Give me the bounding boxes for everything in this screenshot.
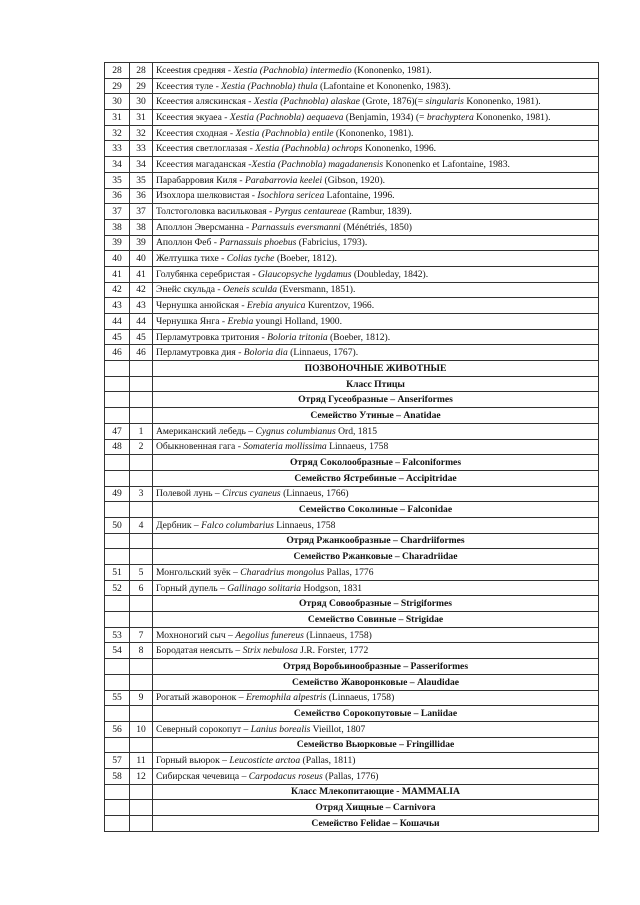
row-subnumber: 44 [130,314,153,330]
species-text: Желтушка тихе - [156,253,227,265]
species-row [105,78,599,94]
species-description [153,565,599,581]
species-text: Полевой лунь – [156,488,223,500]
empty-cell [130,455,153,471]
species-text: Изохлора шелковистая - [156,190,258,202]
species-text: Перламутровка тритония - [156,331,268,343]
species-description [153,235,599,251]
row-subnumber: 40 [130,251,153,267]
species-row [105,298,599,314]
row-number: 54 [105,643,130,659]
scientific-name: Erebia [227,315,254,327]
species-text: (Linnaeus, 1766) [280,488,349,500]
row-number: 42 [105,282,130,298]
species-text: Энейс скульда - [156,284,223,296]
empty-cell [105,737,130,753]
section-heading-row [105,706,599,722]
section-heading: Семейство Соколиные – Falconidae [153,502,599,518]
row-number: 39 [105,235,130,251]
species-text: (Pallas, 1776) [322,770,379,782]
empty-cell [105,502,130,518]
row-number: 55 [105,690,130,706]
section-heading-row [105,800,599,816]
species-row [105,627,599,643]
section-heading: Класс Млекопитающие - MAMMALIA [153,784,599,800]
species-row [105,157,599,173]
species-text: Kononenko, 1981). [463,96,541,108]
empty-cell [105,533,130,549]
species-text: Голубянка серебристая - [156,268,258,280]
species-text: Kononenko et Lafontaine, 1983. [383,158,510,170]
species-text: (Lafontaine et Kononenko, 1983). [317,80,451,92]
section-heading-row [105,361,599,377]
species-text: Перламутровка дия - [156,347,244,359]
row-subnumber: 36 [130,188,153,204]
species-description [153,110,599,126]
row-subnumber: 42 [130,282,153,298]
scientific-name: Eremophila alpestris [245,692,327,704]
species-description [153,157,599,173]
species-row [105,486,599,502]
species-text: Kononenko, 1981). [473,111,551,123]
species-text: Северный сорокопут – [156,723,251,735]
species-description [153,486,599,502]
species-row [105,423,599,439]
row-number: 49 [105,486,130,502]
species-text: Аполлон Феб - [156,237,220,249]
species-description [153,172,599,188]
species-row [105,329,599,345]
scientific-name: Boloria tritonia [267,331,328,343]
species-text: Vieillot, 1807 [310,723,366,735]
species-text: Сибирская чечевица – [156,770,249,782]
scientific-name: Erebia anyuica [246,300,306,312]
empty-cell [130,800,153,816]
row-subnumber: 1 [130,423,153,439]
row-number: 56 [105,721,130,737]
section-heading: Семейство Жаворонковые – Alaudidae [153,674,599,690]
species-description [153,266,599,282]
section-heading: Семейство Ястребиные – Accipitridae [153,470,599,486]
scientific-name: Carpodacus roseus [248,770,323,782]
empty-cell [105,361,130,377]
row-subnumber: 32 [130,125,153,141]
section-heading-row [105,533,599,549]
empty-cell [105,470,130,486]
species-row [105,282,599,298]
species-description [153,63,599,79]
scientific-name: Circus cyaneus [222,488,281,500]
section-heading: Отряд Воробьинообразные – Passeriformes [153,659,599,675]
species-text: Горный дупель – [156,582,228,594]
row-number: 48 [105,439,130,455]
species-text: Обыкновенная гага - [156,441,244,453]
species-row [105,204,599,220]
row-number: 30 [105,94,130,110]
species-row [105,753,599,769]
scientific-name: Leucosticte arctoa [229,755,301,767]
row-number: 41 [105,266,130,282]
species-text: Ксеестия сходная - [156,127,236,139]
section-heading-row [105,737,599,753]
empty-cell [105,392,130,408]
scientific-name: Xestia (Pachnobla) ochrops [255,143,363,155]
species-description [153,125,599,141]
scientific-name: Colias tyche [226,253,275,265]
empty-cell [105,455,130,471]
empty-cell [105,674,130,690]
species-text: Linnaeus, 1758 [326,441,389,453]
empty-cell [130,549,153,565]
row-subnumber: 4 [130,517,153,533]
species-description [153,423,599,439]
species-text: Ксеестия туле - [156,80,222,92]
section-heading: ПОЗВОНОЧНЫЕ ЖИВОТНЫЕ [153,361,599,377]
section-heading-row [105,659,599,675]
empty-cell [130,737,153,753]
row-number: 43 [105,298,130,314]
row-subnumber: 11 [130,753,153,769]
row-subnumber: 38 [130,219,153,235]
row-subnumber: 46 [130,345,153,361]
species-text: (Linnaeus, 1767). [287,347,359,359]
row-number: 44 [105,314,130,330]
row-subnumber: 9 [130,690,153,706]
scientific-name: brachyptera [426,111,474,123]
species-description [153,141,599,157]
species-description [153,345,599,361]
species-description [153,580,599,596]
species-row [105,314,599,330]
species-text: Мохноногий сыч – [156,629,236,641]
species-row [105,110,599,126]
section-heading: Отряд Соколообразные – Falconiformes [153,455,599,471]
empty-cell [130,659,153,675]
row-subnumber: 3 [130,486,153,502]
species-text: Ксеестия светлоглазая - [156,143,256,155]
row-subnumber: 5 [130,565,153,581]
section-heading-row [105,674,599,690]
row-subnumber: 8 [130,643,153,659]
scientific-name: Lanius borealis [250,723,311,735]
scientific-name: Glaucopsyche lygdamus [257,268,352,280]
species-description [153,690,599,706]
scientific-name: Pyrgus centaureae [274,206,347,218]
scientific-name: Gallinago solitaria [227,582,302,594]
species-text: (Kononenko, 1981). [351,64,432,76]
species-text: (Benjamin, 1934) (= [343,111,427,123]
species-text: (Linnaeus, 1758) [303,629,372,641]
species-text: (Linnaeus, 1758) [326,692,395,704]
species-row [105,251,599,267]
scientific-name: Xestia (Pachnobla) entile [235,127,334,139]
species-text: (Boeber, 1812). [327,331,391,343]
species-description [153,251,599,267]
species-text: Рогатый жаворонок – [156,692,246,704]
empty-cell [105,659,130,675]
row-number: 33 [105,141,130,157]
species-text: Hodgson, 1831 [301,582,363,594]
row-subnumber: 6 [130,580,153,596]
row-number: 58 [105,768,130,784]
empty-cell [130,674,153,690]
species-description [153,188,599,204]
empty-cell [130,784,153,800]
row-subnumber: 33 [130,141,153,157]
species-text: (Rambur, 1839). [346,206,412,218]
species-text: (Pallas, 1811) [300,755,356,767]
species-text: Аполлон Эверсманна - [156,221,252,233]
empty-cell [105,800,130,816]
species-description [153,329,599,345]
scientific-name: Boloria dia [243,347,288,359]
row-subnumber: 10 [130,721,153,737]
empty-cell [130,596,153,612]
scientific-name: Somateria mollissima [243,441,327,453]
species-row [105,721,599,737]
section-heading-row [105,455,599,471]
row-subnumber: 30 [130,94,153,110]
species-row [105,768,599,784]
species-text: (Boeber, 1812). [274,253,337,265]
species-text: Монгольский зуёк – [156,566,241,578]
section-heading: Класс Птицы [153,376,599,392]
empty-cell [105,784,130,800]
species-text: (Eversmann, 1851). [277,284,356,296]
species-text: Дербник – [156,519,202,531]
scientific-name: Xestia (Pachnobla) magadanensis [251,158,384,170]
section-heading: Семейство Сорокопутовые – Laniidae [153,706,599,722]
section-heading-row [105,816,599,832]
empty-cell [105,816,130,832]
species-row [105,172,599,188]
scientific-name: Xestia (Pachnobla) aequaeva [229,111,344,123]
species-description [153,298,599,314]
scientific-name: Falco columbarius [201,519,274,531]
section-heading: Семейство Утиные – Anatidae [153,408,599,424]
species-row [105,219,599,235]
species-row [105,141,599,157]
row-number: 38 [105,219,130,235]
row-subnumber: 41 [130,266,153,282]
species-table [104,62,599,832]
row-subnumber: 35 [130,172,153,188]
empty-cell [130,533,153,549]
species-text: Американский лебедь – [156,425,256,437]
species-description [153,439,599,455]
species-row [105,345,599,361]
scientific-name: Strix nebulosa [242,645,298,657]
species-row [105,690,599,706]
species-description [153,204,599,220]
row-number: 34 [105,157,130,173]
species-text: (Fabricius, 1793). [296,237,368,249]
species-text: Ксеestия средняя - [156,64,234,76]
section-heading: Семейство Felidae – Кошачьи [153,816,599,832]
species-text: Ксеестия экуаеа - [156,111,230,123]
row-subnumber: 43 [130,298,153,314]
species-text: Чернушка Янга - [156,315,228,327]
row-number: 45 [105,329,130,345]
row-subnumber: 12 [130,768,153,784]
row-number: 36 [105,188,130,204]
species-description [153,627,599,643]
row-subnumber: 31 [130,110,153,126]
row-number: 32 [105,125,130,141]
scientific-name: Cygnus columbianus [255,425,336,437]
empty-cell [130,816,153,832]
species-description [153,517,599,533]
scientific-name: Xestia (Pachnobla) alaskae [253,96,360,108]
row-subnumber: 45 [130,329,153,345]
row-number: 51 [105,565,130,581]
species-description [153,282,599,298]
species-row [105,580,599,596]
species-text: Ксеестия магаданская - [156,158,252,170]
empty-cell [130,502,153,518]
section-heading: Семейство Вьюрковые – Fringillidae [153,737,599,753]
row-number: 35 [105,172,130,188]
section-heading: Отряд Совообразные – Strigiformes [153,596,599,612]
empty-cell [105,596,130,612]
row-number: 28 [105,63,130,79]
species-text: Ксеестия аляскинская - [156,96,254,108]
section-heading: Семейство Ржанковые – Charadriidae [153,549,599,565]
section-heading: Семейство Совиные – Strigidae [153,612,599,628]
scientific-name: Parnassuis eversmanni [251,221,341,233]
empty-cell [105,408,130,424]
species-text: (Doubleday, 1842). [351,268,429,280]
scientific-name: Xestia (Pachnobla) intermedio [233,64,352,76]
species-row [105,517,599,533]
empty-cell [130,470,153,486]
empty-cell [130,392,153,408]
section-heading-row [105,596,599,612]
species-text: Lafontaine, 1996. [324,190,395,202]
species-description [153,721,599,737]
row-number: 50 [105,517,130,533]
species-text: Бородатая неясыть – [156,645,243,657]
scientific-name: singularis [425,96,464,108]
section-heading: Отряд Гусеобразные – Anseriformes [153,392,599,408]
row-number: 40 [105,251,130,267]
species-row [105,643,599,659]
species-row [105,235,599,251]
species-text: Парабарровия Киля - [156,174,245,186]
species-row [105,266,599,282]
empty-cell [130,706,153,722]
species-text: Kurentzov, 1966. [305,300,375,312]
row-number: 53 [105,627,130,643]
section-heading-row [105,612,599,628]
row-number: 46 [105,345,130,361]
scientific-name: Parnassuis phoebus [219,237,297,249]
row-number: 57 [105,753,130,769]
empty-cell [130,376,153,392]
species-text: Горный вьюрок – [156,755,230,767]
species-row [105,439,599,455]
empty-cell [105,612,130,628]
section-heading-row [105,784,599,800]
row-subnumber: 7 [130,627,153,643]
species-text: (Gibson, 1920). [322,174,386,186]
row-number: 29 [105,78,130,94]
empty-cell [130,612,153,628]
species-text: Pallas, 1776 [324,566,374,578]
species-text: youngi Holland, 1900. [253,315,343,327]
row-subnumber: 28 [130,63,153,79]
scientific-name: Isochlora sericea [257,190,325,202]
species-text: Толстоголовка васильковая - [156,206,275,218]
species-row [105,188,599,204]
species-description [153,314,599,330]
species-text: J.R. Forster, 1772 [297,645,369,657]
scientific-name: Charadrius mongolus [240,566,325,578]
species-description [153,753,599,769]
species-row [105,63,599,79]
section-heading-row [105,408,599,424]
species-description [153,643,599,659]
row-number: 52 [105,580,130,596]
section-heading-row [105,376,599,392]
row-subnumber: 2 [130,439,153,455]
scientific-name: Parabarrovia keelei [244,174,323,186]
empty-cell [130,361,153,377]
row-subnumber: 37 [130,204,153,220]
section-heading-row [105,392,599,408]
species-text: Ord, 1815 [335,425,377,437]
empty-cell [105,549,130,565]
section-heading-row [105,470,599,486]
row-number: 47 [105,423,130,439]
scientific-name: Oeneis sculda [222,284,278,296]
species-description [153,78,599,94]
species-text: Чернушка анюйская - [156,300,247,312]
section-heading-row [105,549,599,565]
species-row [105,565,599,581]
species-description [153,219,599,235]
section-heading: Отряд Хищные – Carnivora [153,800,599,816]
species-description [153,94,599,110]
empty-cell [105,376,130,392]
section-heading-row [105,502,599,518]
empty-cell [105,706,130,722]
species-text: (Grote, 1876)(= [359,96,426,108]
species-text: (Ménétriés, 1850) [340,221,412,233]
species-row [105,94,599,110]
row-number: 31 [105,110,130,126]
scientific-name: Xestia (Pachnobla) thula [221,80,318,92]
row-number: 37 [105,204,130,220]
scientific-name: Aegolius funereus [235,629,304,641]
empty-cell [130,408,153,424]
row-subnumber: 34 [130,157,153,173]
species-text: Linnaeus, 1758 [273,519,336,531]
species-text: (Kononenko, 1981). [333,127,414,139]
row-subnumber: 29 [130,78,153,94]
row-subnumber: 39 [130,235,153,251]
species-text: Kononenko, 1996. [362,143,437,155]
section-heading: Отряд Ржанкообразные – Chardriiformes [153,533,599,549]
species-description [153,768,599,784]
species-table-body [105,63,599,832]
species-row [105,125,599,141]
